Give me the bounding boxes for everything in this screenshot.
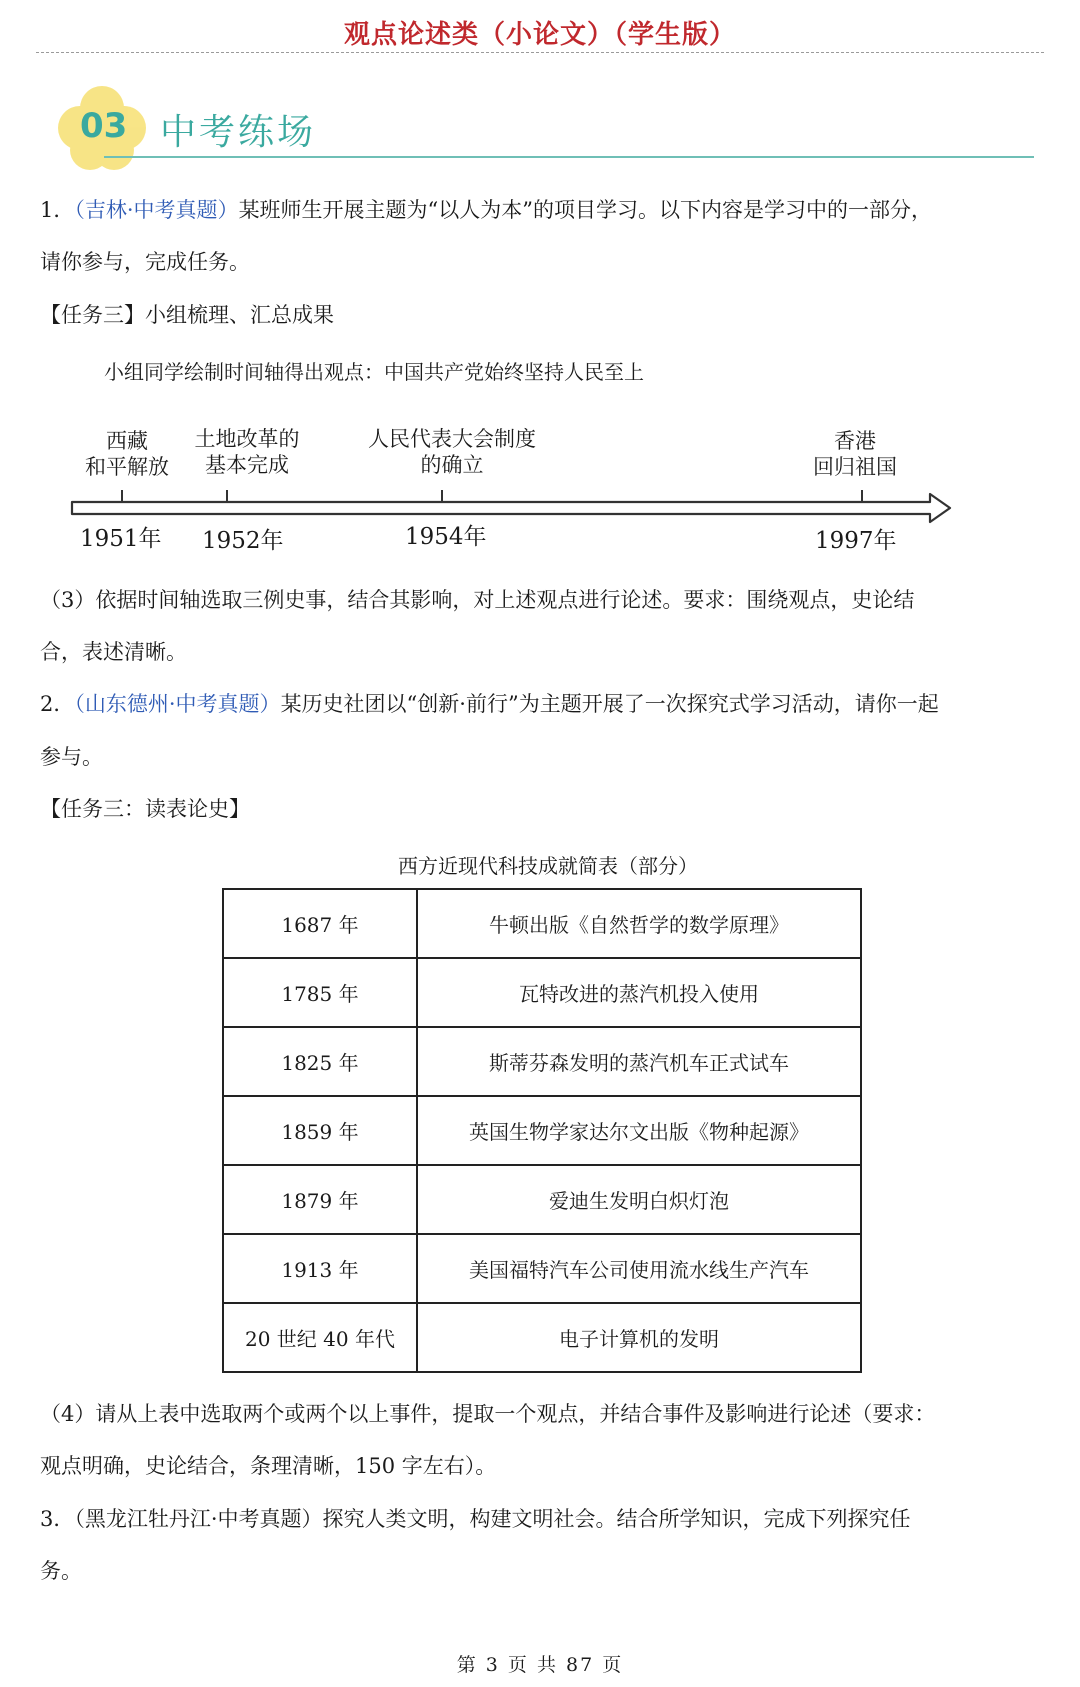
q1-source: （吉林·中考真题）	[74, 198, 239, 222]
section-number: 03	[80, 106, 128, 146]
q3-line1: 3．（黑龙江牡丹江·中考真题）探究人类文明，构建文明社会。结合所学知识，完成下列探究任	[40, 1507, 911, 1531]
timeline-year-3: 1954年	[405, 524, 487, 550]
q2-line1	[40, 690, 939, 718]
header-divider	[36, 52, 1044, 53]
q1-number: 1．	[40, 198, 75, 222]
table-row: 20 世纪 40 年代 电子计算机的发明	[223, 1303, 861, 1372]
science-achievements-table	[222, 888, 862, 1373]
section-rule	[104, 156, 1034, 158]
table-row: 1913 年 美国福特汽车公司使用流水线生产汽车	[223, 1234, 861, 1303]
timeline-year-2: 1952年	[202, 528, 284, 554]
table-row: 1859 年 英国生物学家达尔文出版《物种起源》	[223, 1096, 861, 1165]
table-row: 1785 年 瓦特改进的蒸汽机投入使用	[223, 958, 861, 1027]
table-caption: 西方近现代科技成就简表（部分）	[398, 854, 698, 878]
q1-task: 【任务三】小组梳理、汇总成果	[40, 303, 334, 327]
q2-sub4-line1: （4）请从上表中选取两个或两个以上事件，提取一个观点，并结合事件及影响进行论述（要求：	[40, 1402, 936, 1426]
q2-source: （山东德州·中考真题）	[74, 692, 281, 716]
timeline-event-4: 香港 回归祖国	[813, 429, 897, 479]
table-row: 1825 年 斯蒂芬森发明的蒸汽机车正式试车	[223, 1027, 861, 1096]
document-header-title: 观点论述类（小论文）（学生版）	[343, 20, 736, 50]
q2-task: 【任务三：读表论史】	[40, 797, 250, 821]
q2-number: 2．	[40, 692, 75, 716]
q1-sub3-line2: 合，表述清晰。	[40, 640, 187, 664]
page-number: 第 3 页 共 87 页	[456, 1654, 624, 1676]
timeline-year-4: 1997年	[815, 528, 897, 554]
timeline-caption: 小组同学绘制时间轴得出观点：中国共产党始终坚持人民至上	[104, 360, 644, 384]
timeline-event-1: 西藏 和平解放	[85, 429, 169, 479]
table-row: 1687 年 牛顿出版《自然哲学的数学原理》	[223, 889, 861, 958]
timeline-event-2: 土地改革的 基本完成	[194, 427, 300, 477]
q2-line2: 参与。	[40, 745, 103, 769]
timeline-event-3: 人民代表大会制度 的确立	[368, 427, 536, 477]
section-title: 中考练场	[160, 112, 317, 153]
timeline-year-1: 1951年	[80, 526, 162, 552]
q1-text: 某班师生开展主题为“以人为本”的项目学习。以下内容是学习中的一部分，	[238, 198, 933, 222]
table-row: 1879 年 爱迪生发明白炽灯泡	[223, 1165, 861, 1234]
q1-line2: 请你参与，完成任务。	[40, 250, 250, 274]
q2-sub4-line2: 观点明确，史论结合，条理清晰，150 字左右）。	[40, 1454, 497, 1478]
q1-sub3-line1: （3）依据时间轴选取三例史事，结合其影响，对上述观点进行论述。要求：围绕观点，史论结	[40, 588, 915, 612]
q3-line2: 务。	[40, 1559, 82, 1583]
q2-text: 某历史社团以“创新·前行”为主题开展了一次探究式学习活动，请你一起	[280, 692, 939, 716]
q1-line1	[40, 196, 932, 224]
